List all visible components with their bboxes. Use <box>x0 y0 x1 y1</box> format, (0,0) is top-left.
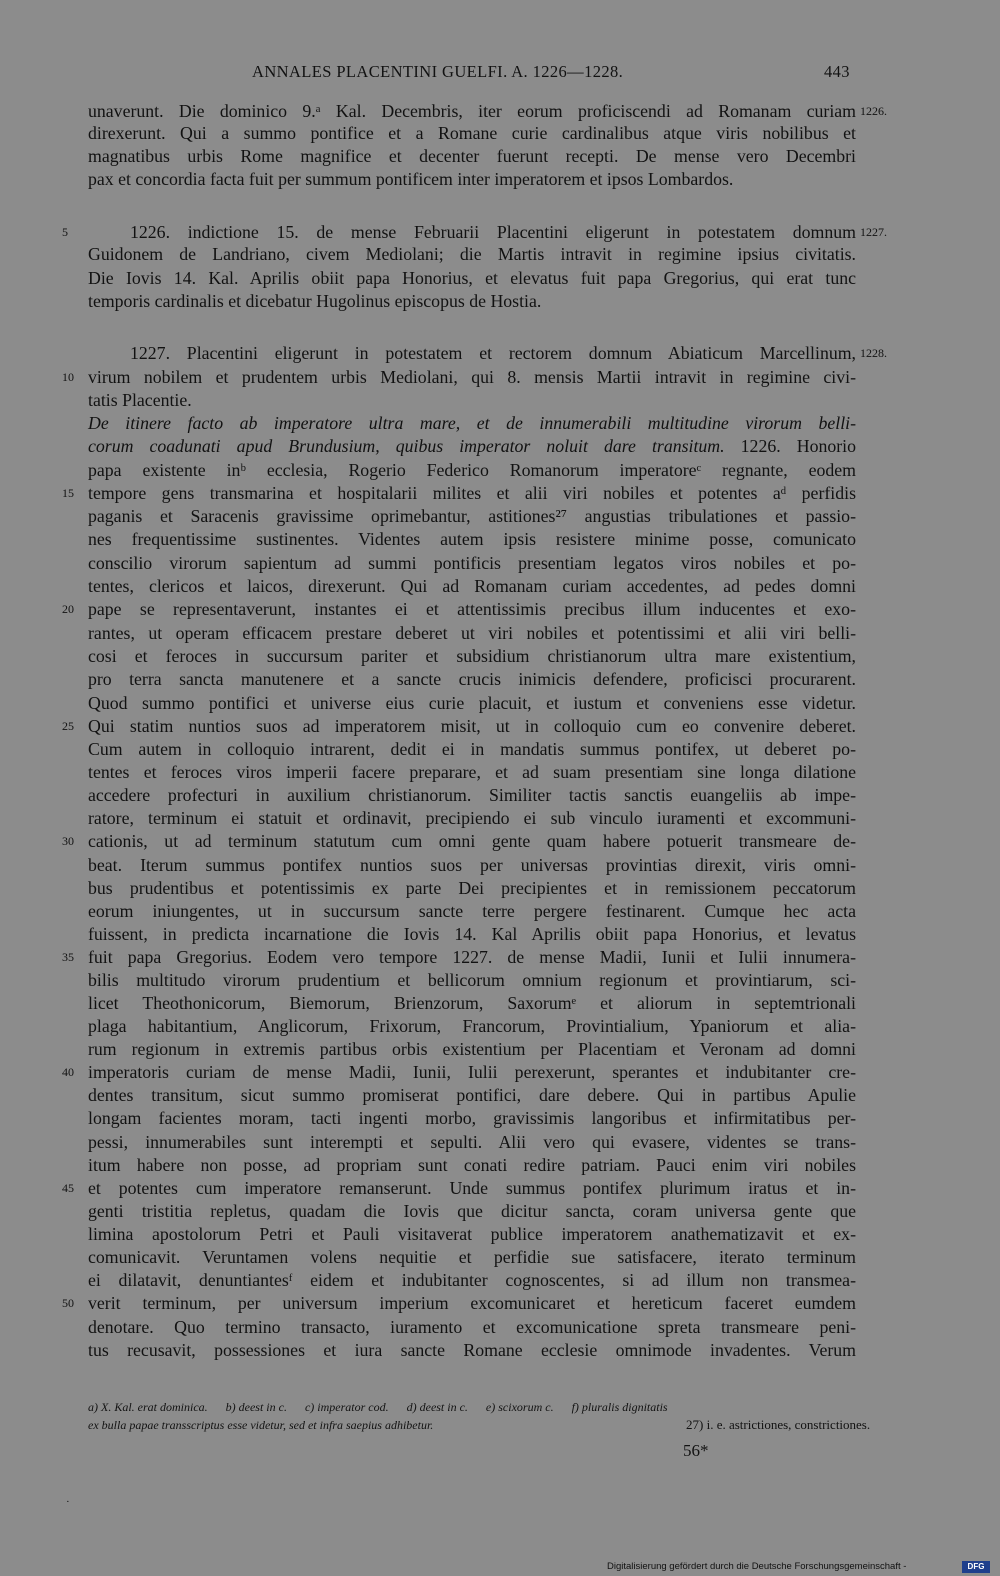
running-header <box>0 60 1000 86</box>
text-line: eorum iniungentes, ut in succursum sancte terre pergere festinarent. Cumque hec acta <box>88 901 856 921</box>
text-line: De itinere facto ab imperatore ultra mare, et de innumerabili multitudine virorum belli- <box>88 413 856 433</box>
text-line: unaverunt. Die dominico 9.ᵃ Kal. Decembris, iter eorum proficiscendi ad Romanam curiam <box>88 101 856 121</box>
text-line: ei dilatavit, denuntiantesᶠ eidem et indubitanter cognoscentes, si ad illum non transmea- <box>88 1270 856 1290</box>
text-line <box>88 434 856 458</box>
text-line: pape se representaverunt, instantes ei et attentissimis precibus illum inducentes et exo- <box>88 599 856 619</box>
text-line: longam facientes moram, tacti ingenti morbo, gravissimis langoribus et infirmitatibus per- <box>88 1108 856 1128</box>
text-line: cosi et feroces in succursum pariter et subsidium christianorum ultra mare existentium, <box>88 646 856 666</box>
text-line: tentes et feroces viros imperii facere preparare, et ad suam presentiam sine longa dilatione <box>88 762 856 782</box>
text-line: conscilio virorum sapientum ad summi pontificis presentiam legatos viros nobiles et po- <box>88 553 856 573</box>
line-number: 30 <box>62 834 74 848</box>
text-line: pro terra sancta manutenere et a sancte crucis inimicis defendere, proficisci procurarent. <box>88 669 856 689</box>
text-line: pax et concordia facta fuit per summum pontificem inter imperatorem et ipsos Lombardos. <box>88 169 734 189</box>
text-line: bilis multitudo virorum prudentium et bellicorum omnium regionum et provintiarum, sci- <box>88 970 856 990</box>
heading-fragment: corum coadunati apud Brundusium, quibus imperator noluit dare transitum. <box>88 436 725 456</box>
text-line: magnatibus urbis Rome magnifice et decenter fuerunt recepti. De mense vero Decembri <box>88 146 856 166</box>
footnote-line <box>88 1398 856 1416</box>
text-line: denotare. Quo termino transacto, iuramento et excomunicatione spreta transmeare peni- <box>88 1317 856 1337</box>
text-line: Guidonem de Landriano, civem Mediolani; die Martis intravit in regimine ipsius civitatis. <box>88 244 856 264</box>
text-line: rum regionum in extremis partibus orbis existentium per Placentiam et Veronam ad domni <box>88 1039 856 1059</box>
text-line: Qui statim nuntios suos ad imperatorem misit, ut in colloquio cum eo convenire deberet. <box>88 716 856 736</box>
text-line: paganis et Saracenis gravissime oprimebantur, astitiones²⁷ angustias tribulationes et passio- <box>88 506 856 526</box>
text-line: 1226. indictione 15. de mense Februarii Placentini eligerunt in potestatem domnum <box>130 222 856 242</box>
text-line: dentes transitum, sicut summo promiserat pontifici, dare debere. Qui in partibus Apulie <box>88 1085 856 1105</box>
text-line: limina apostolorum Petri et Pauli visitaverat publice imperatorem anathematizavit et ex- <box>88 1224 856 1244</box>
text-line: tentes, clericos et laicos, direxerunt. Qui ad Romanam curiam accedentes, ad pedes domni <box>88 576 856 596</box>
text-line: nes frequentissime sustinentes. Videntes autem ipsis resistere minime posse, comunicato <box>88 529 856 549</box>
footnote-line <box>88 1416 871 1434</box>
text-line: comunicavit. Veruntamen volens nequitie et perfidie sue satisfacere, iterato terminum <box>88 1247 856 1267</box>
page-number: 443 <box>824 62 850 81</box>
text-line: temporis cardinalis et dicebatur Hugolinus episcopus de Hostia. <box>88 291 542 311</box>
line-number: 15 <box>62 486 74 500</box>
line-number: 25 <box>62 719 74 733</box>
text-line: itum habere non posse, ad propriam sunt conati redire patriam. Pauci enim viri nobiles <box>88 1155 856 1175</box>
text-line: et potentes cum imperatore remanserunt. Unde summus pontifex plurimum iratus et in- <box>88 1178 856 1198</box>
text-line: virum nobilem et prudentem urbis Mediolani, qui 8. mensis Martii intravit in regimine civi- <box>88 367 856 387</box>
footnote-text: a) X. Kal. erat dominica. b) deest in c. c) imperator cod. d) deest in c. e) scixorum c. f) pluralis dignitatis <box>88 1400 668 1414</box>
dfg-logo-icon: DFG <box>962 1561 990 1573</box>
text-line: fuissent, in predicta incarnatione die Iovis 14. Kal Aprilis obiit papa Honorius, et levatus <box>88 924 856 944</box>
text-line: fuit papa Gregorius. Eodem vero tempore 1227. de mense Madii, Iunii et Iulii innumera- <box>88 947 856 967</box>
footer-text: Digitalisierung gefördert durch die Deutsche Forschungsgemeinschaft - <box>607 1561 907 1572</box>
footnote-text: ex bulla papae transscriptus esse videtur, sed et infra saepius adhibetur. <box>88 1418 434 1432</box>
text-line: genti tristitia repletus, quadam die Iovis que dicitur sancta, coram universa gente que <box>88 1201 856 1221</box>
text-line: ratore, terminum ei statuit et ordinavit, precipiendo ei sub vinculo iuramenti et excommuni- <box>88 808 856 828</box>
signature-mark: 56* <box>683 1441 709 1460</box>
line-number: 5 <box>62 225 68 239</box>
margin-year: 1228. <box>860 346 887 360</box>
bottom-mark: · <box>66 1496 70 1508</box>
text-line: plaga habitantium, Anglicorum, Frixorum, Francorum, Provintialium, Ypaniorum et alia- <box>88 1016 856 1036</box>
text-line: tempore gens transmarina et hospitalarii milites et alii viri nobiles et potentes aᵈ perfidis <box>88 483 856 503</box>
margin-year: 1226. <box>860 104 887 118</box>
footnote-reference: 27) i. e. astrictiones, constrictiones. <box>686 1417 871 1432</box>
text-line: imperatoris curiam de mense Madii, Iunii, Iulii perexerunt, sperantes et indubitanter cre- <box>88 1062 856 1082</box>
text-line: Quod summo pontifici et universe eius curie placuit, et iustum et conveniens esse videtur. <box>88 693 856 713</box>
text-line: pessi, innumerabiles sunt interempti et sepulti. Alii vero qui evasere, videntes se trans- <box>88 1132 856 1152</box>
text-line: beat. Iterum summus pontifex nuntios suos per universas provintias direxit, viris omni- <box>88 855 856 875</box>
text-line: licet Theothonicorum, Biemorum, Brienzorum, Saxorumᵉ et aliorum in septemtrionali <box>88 993 856 1013</box>
running-title: ANNALES PLACENTINI GUELFI. A. 1226—1228. <box>252 62 624 81</box>
text-line: tus recusavit, possessiones et iura sancte Romane ecclesie omnimode invadentes. Verum <box>88 1340 856 1360</box>
text-line: accedere profecturi in auxilium christianorum. Similiter tactis sanctis euangeliis ab impe- <box>88 785 856 805</box>
text-line: Die Iovis 14. Kal. Aprilis obiit papa Honorius, et elevatus fuit papa Gregorius, qui erat tunc <box>88 268 856 288</box>
line-number: 10 <box>62 370 74 384</box>
text-line: tatis Placentie. <box>88 390 192 410</box>
text-line: bus prudentibus et potentissimis ex parte Dei precipientes et in remissionem peccatorum <box>88 878 856 898</box>
text-line: 1227. Placentini eligerunt in potestatem et rectorem domnum Abiaticum Marcellinum, <box>130 343 856 363</box>
text-line: papa existente inᵇ ecclesia, Rogerio Federico Romanorum imperatoreᶜ regnante, eodem <box>88 460 856 480</box>
digitization-footer <box>600 1558 1000 1576</box>
line-number: 40 <box>62 1065 74 1079</box>
line-number: 20 <box>62 602 74 616</box>
body-fragment: 1226. Honorio <box>724 436 856 456</box>
line-number: 45 <box>62 1181 74 1195</box>
text-line: verit terminum, per universum imperium excomunicaret et hereticum faceret eumdem <box>88 1293 856 1313</box>
line-number: 50 <box>62 1296 74 1310</box>
text-line: Cum autem in colloquio intrarent, dedit ei in mandatis summus pontifex, ut deberet po- <box>88 739 856 759</box>
line-number: 35 <box>62 950 74 964</box>
text-line: direxerunt. Qui a summo pontifice et a Romane curie cardinalibus atque viris nobilibus et <box>88 123 856 143</box>
text-line: cationis, ut ad terminum statutum cum omni gente quam habere potuerit transmeare de- <box>88 831 856 851</box>
text-line: rantes, ut operam efficacem prestare deberet ut viri nobiles et potentissimi et alii viri belli- <box>88 623 856 643</box>
margin-year: 1227. <box>860 225 887 239</box>
